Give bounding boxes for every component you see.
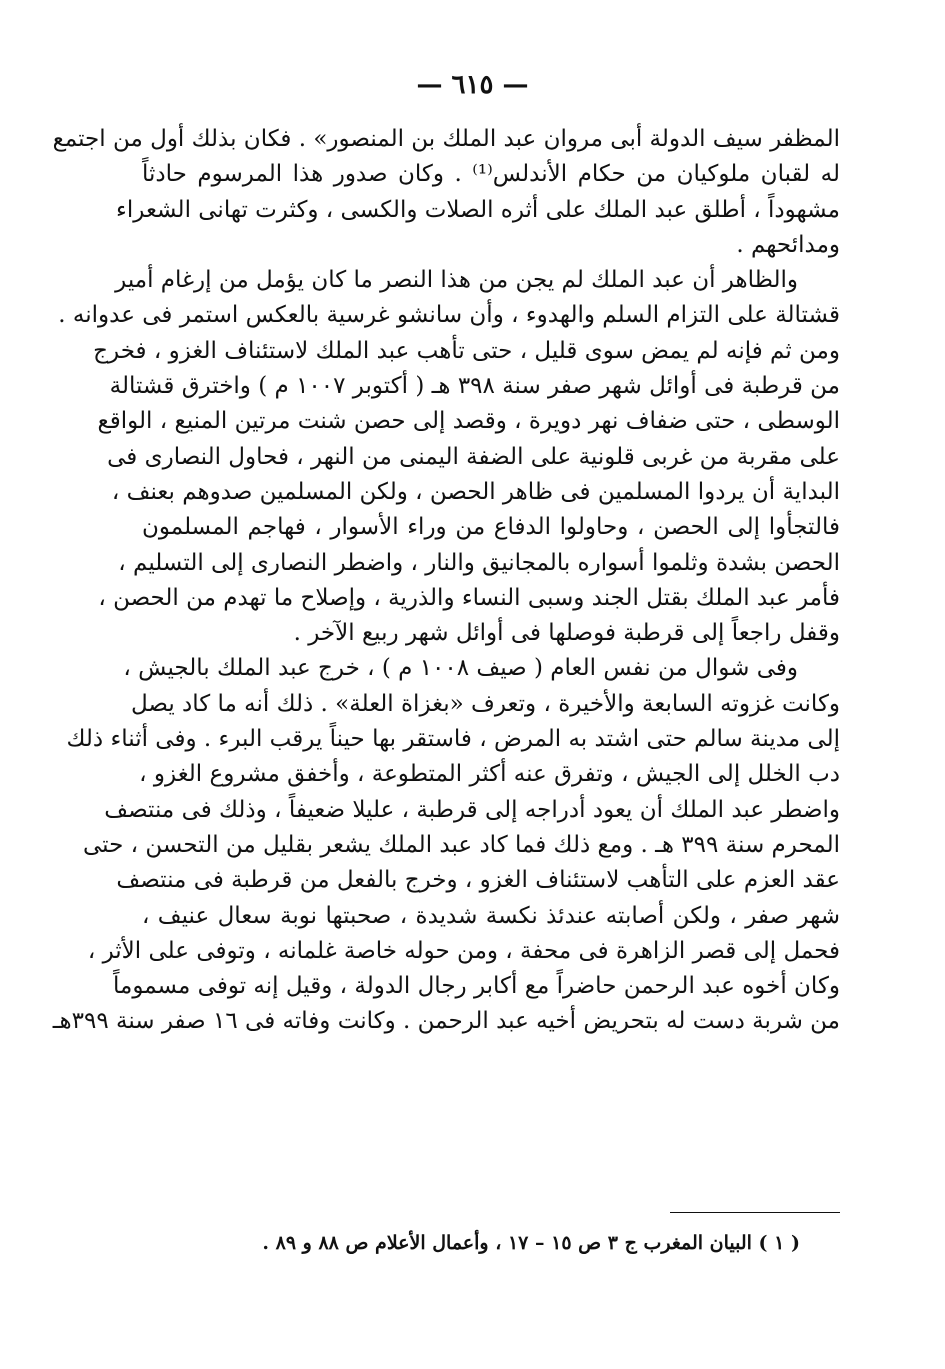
page-number: — ٦١٥ — [416,70,529,100]
text-line: إلى مدينة سالم حتى اشتد به المرض ، فاستقر بها حيناً يرقب البرء . وفى أثناء ذلك [66,726,840,753]
text-line: له لقبان ملوكيان من حكام الأندلس⁽¹⁾ . وكان صدور هذا المرسوم حادثاً [142,161,840,188]
text-line: من شربة دست له بتحريض أخيه عبد الرحمن . وكانت وفاته فى ١٦ صفر سنة ٣٩٩هـ [52,1008,840,1035]
text-line: المظفر سيف الدولة أبى مروان عبد الملك بن المنصور» . فكان بذلك أول من اجتمع [52,126,840,152]
text-line: وكانت غزوته السابعة والأخيرة ، وتعرف «بغزاة العلة» . ذلك أنه ما كاد يصل [130,690,840,717]
text-line: شهر صفر ، ولكن أصابته عندئذ نكسة شديدة ، صحبتها نوبة سعال عنيف ، [142,902,840,929]
text-line: قشتالة على التزام السلم والهدوء ، وأن سانشو غرسية بالعكس استمر فى عدوانه . [58,302,840,329]
footnote: ( ١ ) البيان المغرب ج ٣ ص ١٥ – ١٧ ، وأعمال الأعلام ص ٨٨ و ٨٩ . [262,1232,800,1254]
text-line: ومن ثم فإنه لم يمض سوى قليل ، حتى تأهب عبد الملك لاستئناف الغزو ، فخرج [93,337,840,364]
text-line: البداية أن يردوا المسلمين فى ظاهر الحصن ، ولكن المسلمين صدوهم بعنف ، [111,478,840,505]
text-line: وكان أخوه عبد الرحمن حاضراً مع أكابر رجال الدولة ، وقيل إنه توفى مسموماً [113,973,840,1000]
text-line: المحرم سنة ٣٩٩ هـ . ومع ذلك فما كاد عبد الملك يشعر بقليل من التحسن ، حتى [83,831,840,858]
text-line: واضطر عبد الملك أن يعود أدراجه إلى قرطبة ، عليلا ضعيفاً ، وذلك فى منتصف [104,796,840,823]
text-line: فالتجأوا إلى الحصن ، وحاولوا الدفاع من وراء الأسوار ، فهاجم المسلمون [142,514,840,541]
text-line: فحمل إلى قصر الزاهرة فى محفة ، ومن حوله خاصة غلمانه ، وتوفى على الأثر ، [87,937,840,964]
text-line: وقفل راجعاً إلى قرطبة فوصلها فى أوائل شهر ربيع الآخر . [293,620,840,647]
body-text [52,122,840,1040]
text-line: من قرطبة فى أوائل شهر صفر سنة ٣٩٨ هـ ( أكتوبر ١٠٠٧ م ) واخترق قشتالة [109,373,840,400]
text-line: فأمر عبد الملك بقتل الجند وسبى النساء والذرية ، وإصلاح ما تهدم من الحصن ، [98,584,840,611]
text-line: الحصن بشدة وثلموا أسواره بالمجانيق والنار ، واضطر النصارى إلى التسليم ، [118,549,840,576]
text-line: مشهوداً ، أطلق عبد الملك على أثره الصلات والكسى ، وكثرت تهانى الشعراء [116,196,840,223]
text-line: ومدائحهم . [736,231,840,258]
text-line: عقد العزم على التأهب لاستئناف الغزو ، وخرج بالفعل من قرطبة فى منتصف [116,867,840,894]
text-line: الوسطى ، حتى ضفاف نهر دويرة ، وقصد إلى حصن شنت مرتين المنيع ، الواقع [97,408,840,435]
footnote-divider [670,1212,840,1213]
text-line: على مقربة من غربى قلونية على الضفة اليمنى من النهر ، فحاول النصارى فى [107,443,840,470]
text-line: والظاهر أن عبد الملك لم يجن من هذا النصر ما كان يؤمل من إرغام أمير [115,267,798,294]
text-line: وفى شوال من نفس العام ( صيف ١٠٠٨ م ) ، خرج عبد الملك بالجيش ، [123,655,798,682]
text-line: دب الخلل إلى الجيش ، وتفرق عنه أكثر المتطوعة ، وأخفق مشروع الغزو ، [139,761,840,788]
